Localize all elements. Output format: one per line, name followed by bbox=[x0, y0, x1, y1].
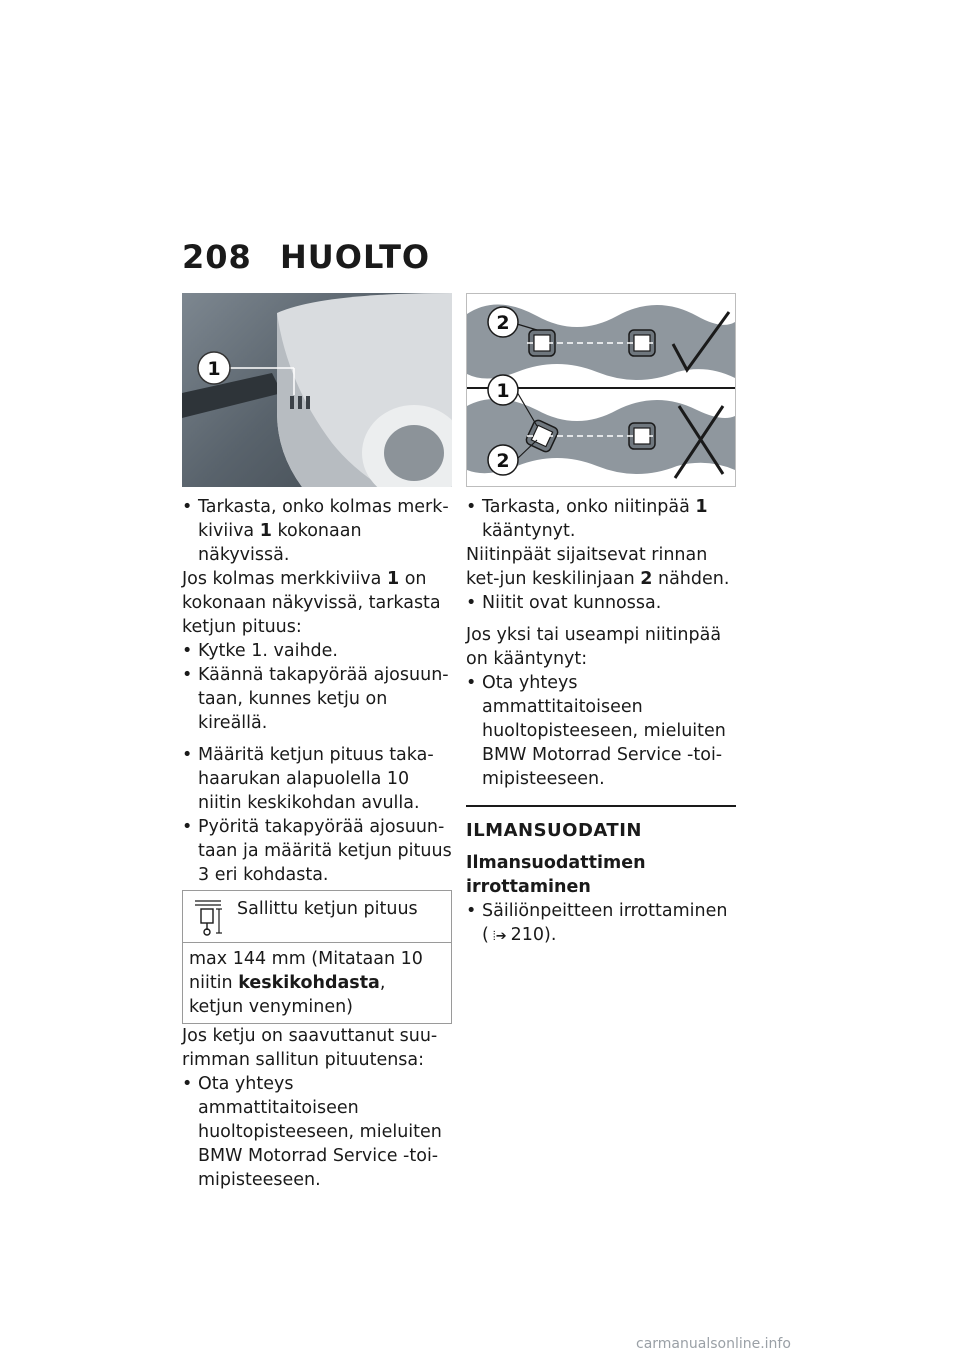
footer-watermark: carmanualsonline.info bbox=[636, 1336, 791, 1352]
right-column bbox=[466, 293, 736, 949]
page-number: 208 bbox=[182, 238, 252, 276]
step-check-mark: • Tarkasta, onko kolmas merk-kiviiva 1 kokonaan näkyvissä. bbox=[182, 495, 452, 567]
step-contact-service-right: • Ota yhteys ammattitaitoiseen huoltopisteeseen, mieluiten BMW Motorrad Service -toi-mipisteeseen. bbox=[466, 671, 736, 791]
spec-value: max 144 mm (Mitataan 10 niitin keskikohdasta, ketjun venyminen) bbox=[189, 949, 423, 1017]
step-measure-length: • Määritä ketjun pituus taka-haarukan alapuolella 10 niitin keskikohdan avulla. bbox=[182, 743, 452, 815]
spec-box bbox=[182, 890, 452, 1024]
chain-adjuster-photo bbox=[182, 293, 452, 487]
figure-label-1: 1 bbox=[207, 358, 221, 380]
spec-header bbox=[183, 891, 451, 943]
page-header bbox=[182, 238, 430, 276]
chain-adjuster-illustration bbox=[182, 293, 452, 487]
note-max-length: Jos ketju on saavuttanut suu-rimman sallitun pituutensa: bbox=[182, 1026, 438, 1070]
section-heading: ILMANSUODATIN bbox=[466, 820, 642, 841]
step-remove-cover: • Säiliönpeitteen irrottaminen ( ⦙➔ 210). bbox=[466, 899, 736, 949]
chain-length-icon bbox=[191, 897, 227, 937]
figure-label-1: 1 bbox=[496, 380, 510, 402]
left-column bbox=[182, 293, 452, 1192]
chain-rivet-illustration bbox=[467, 294, 735, 486]
note-rivet-turned: Jos yksi tai useampi niitinpää on kääntynyt: bbox=[466, 625, 722, 669]
spec-title: Sallittu ketjun pituus bbox=[237, 899, 418, 919]
step-measure-three: • Pyöritä takapyörää ajosuun-taan ja määritä ketjun pituus 3 eri kohdasta. bbox=[182, 815, 452, 887]
step-engage-gear: • Kytke 1. vaihde. bbox=[182, 639, 452, 663]
step-contact-service: • Ota yhteys ammattitaitoiseen huoltopisteeseen, mieluiten BMW Motorrad Service -toi-mipisteeseen. bbox=[182, 1072, 452, 1192]
sub-heading: Ilmansuodattimen irrottaminen bbox=[466, 853, 646, 897]
step-check-rivets: • Tarkasta, onko niitinpää 1 kääntynyt. bbox=[466, 495, 736, 543]
chain-rivet-diagram bbox=[466, 293, 736, 487]
page-ref[interactable]: 210 bbox=[510, 925, 545, 945]
note-check-length: Jos kolmas merkkiviiva 1 on kokonaan näkyvissä, tarkasta ketjun pituus: bbox=[182, 569, 441, 637]
note-rivet-alignment: Niitinpäät sijaitsevat rinnan ket-jun keskilinjaan 2 nähden. bbox=[466, 545, 730, 589]
page-ref-arrow-icon: ⦙➔ bbox=[492, 929, 507, 944]
step-rivets-ok: • Niitit ovat kunnossa. bbox=[466, 591, 736, 615]
figure-label-2-bottom: 2 bbox=[496, 450, 510, 472]
step-turn-wheel: • Käännä takapyörää ajosuun-taan, kunnes ketju on kireällä. bbox=[182, 663, 452, 735]
figure-label-2-top: 2 bbox=[496, 312, 510, 334]
section-divider bbox=[466, 805, 736, 807]
section-title: HUOLTO bbox=[280, 238, 431, 276]
